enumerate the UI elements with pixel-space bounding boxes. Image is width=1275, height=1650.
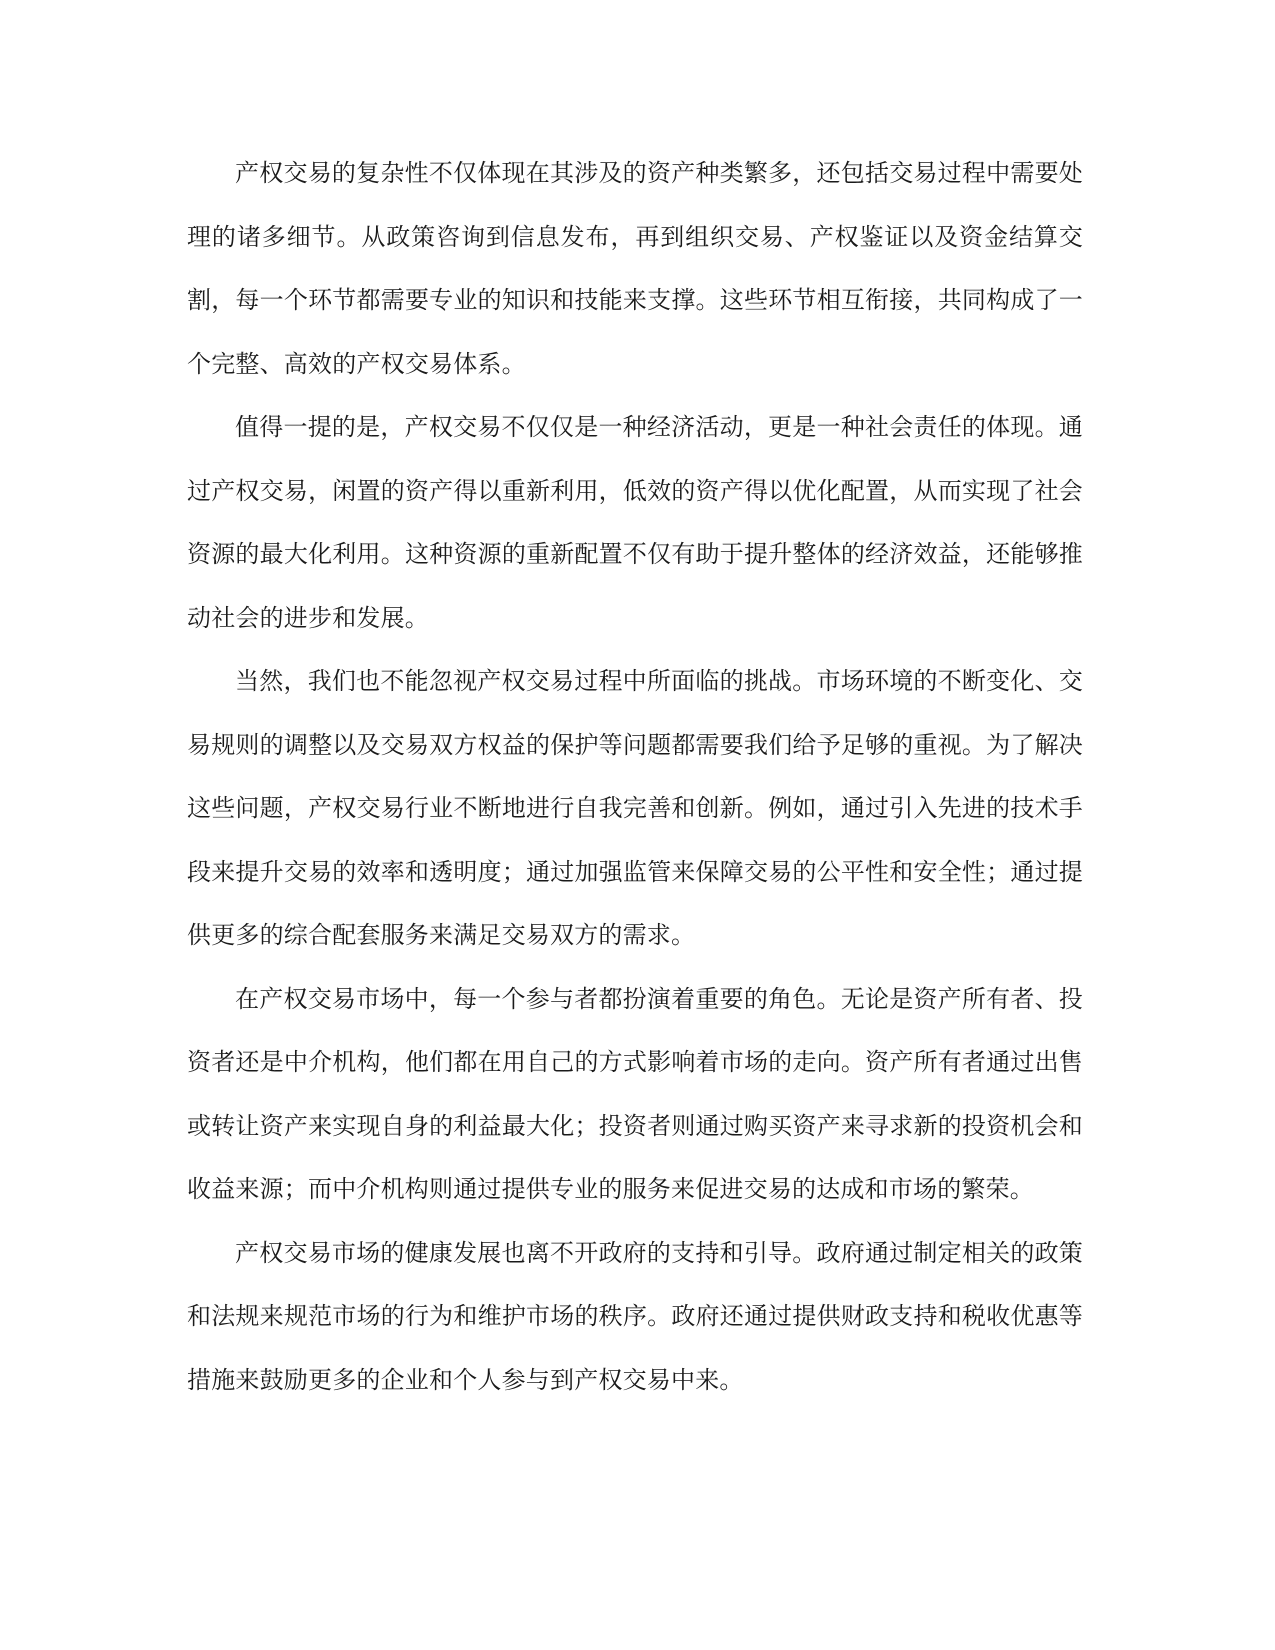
document-body [187,142,1083,1412]
paragraph-4: 在产权交易市场中，每一个参与者都扮演着重要的角色。无论是资产所有者、投资者还是中介机构，他们都在用自己的方式影响着市场的走向。资产所有者通过出售或转让资产来实现自身的利益最大化；投资者则通过购买资产来寻求新的投资机会和收益来源；而中介机构则通过提供专业的服务来促进交易的达成和市场的繁荣。 [187,984,1083,1203]
paragraph-2: 值得一提的是，产权交易不仅仅是一种经济活动，更是一种社会责任的体现。通过产权交易，闲置的资产得以重新利用，低效的资产得以优化配置，从而实现了社会资源的最大化利用。这种资源的重新配置不仅有助于提升整体的经济效益，还能够推动社会的进步和发展。 [187,413,1083,632]
paragraph-1: 产权交易的复杂性不仅体现在其涉及的资产种类繁多，还包括交易过程中需要处理的诸多细节。从政策咨询到信息发布，再到组织交易、产权鉴证以及资金结算交割，每一个环节都需要专业的知识和技能来支撑。这些环节相互衔接，共同构成了一个完整、高效的产权交易体系。 [187,159,1083,378]
paragraph-3: 当然，我们也不能忽视产权交易过程中所面临的挑战。市场环境的不断变化、交易规则的调整以及交易双方权益的保护等问题都需要我们给予足够的重视。为了解决这些问题，产权交易行业不断地进行自我完善和创新。例如，通过引入先进的技术手段来提升交易的效率和透明度；通过加强监管来保障交易的公平性和安全性；通过提供更多的综合配套服务来满足交易双方的需求。 [187,667,1083,949]
paragraph-5: 产权交易市场的健康发展也离不开政府的支持和引导。政府通过制定相关的政策和法规来规范市场的行为和维护市场的秩序。政府还通过提供财政支持和税收优惠等措施来鼓励更多的企业和个人参与到产权交易中来。 [187,1238,1083,1394]
